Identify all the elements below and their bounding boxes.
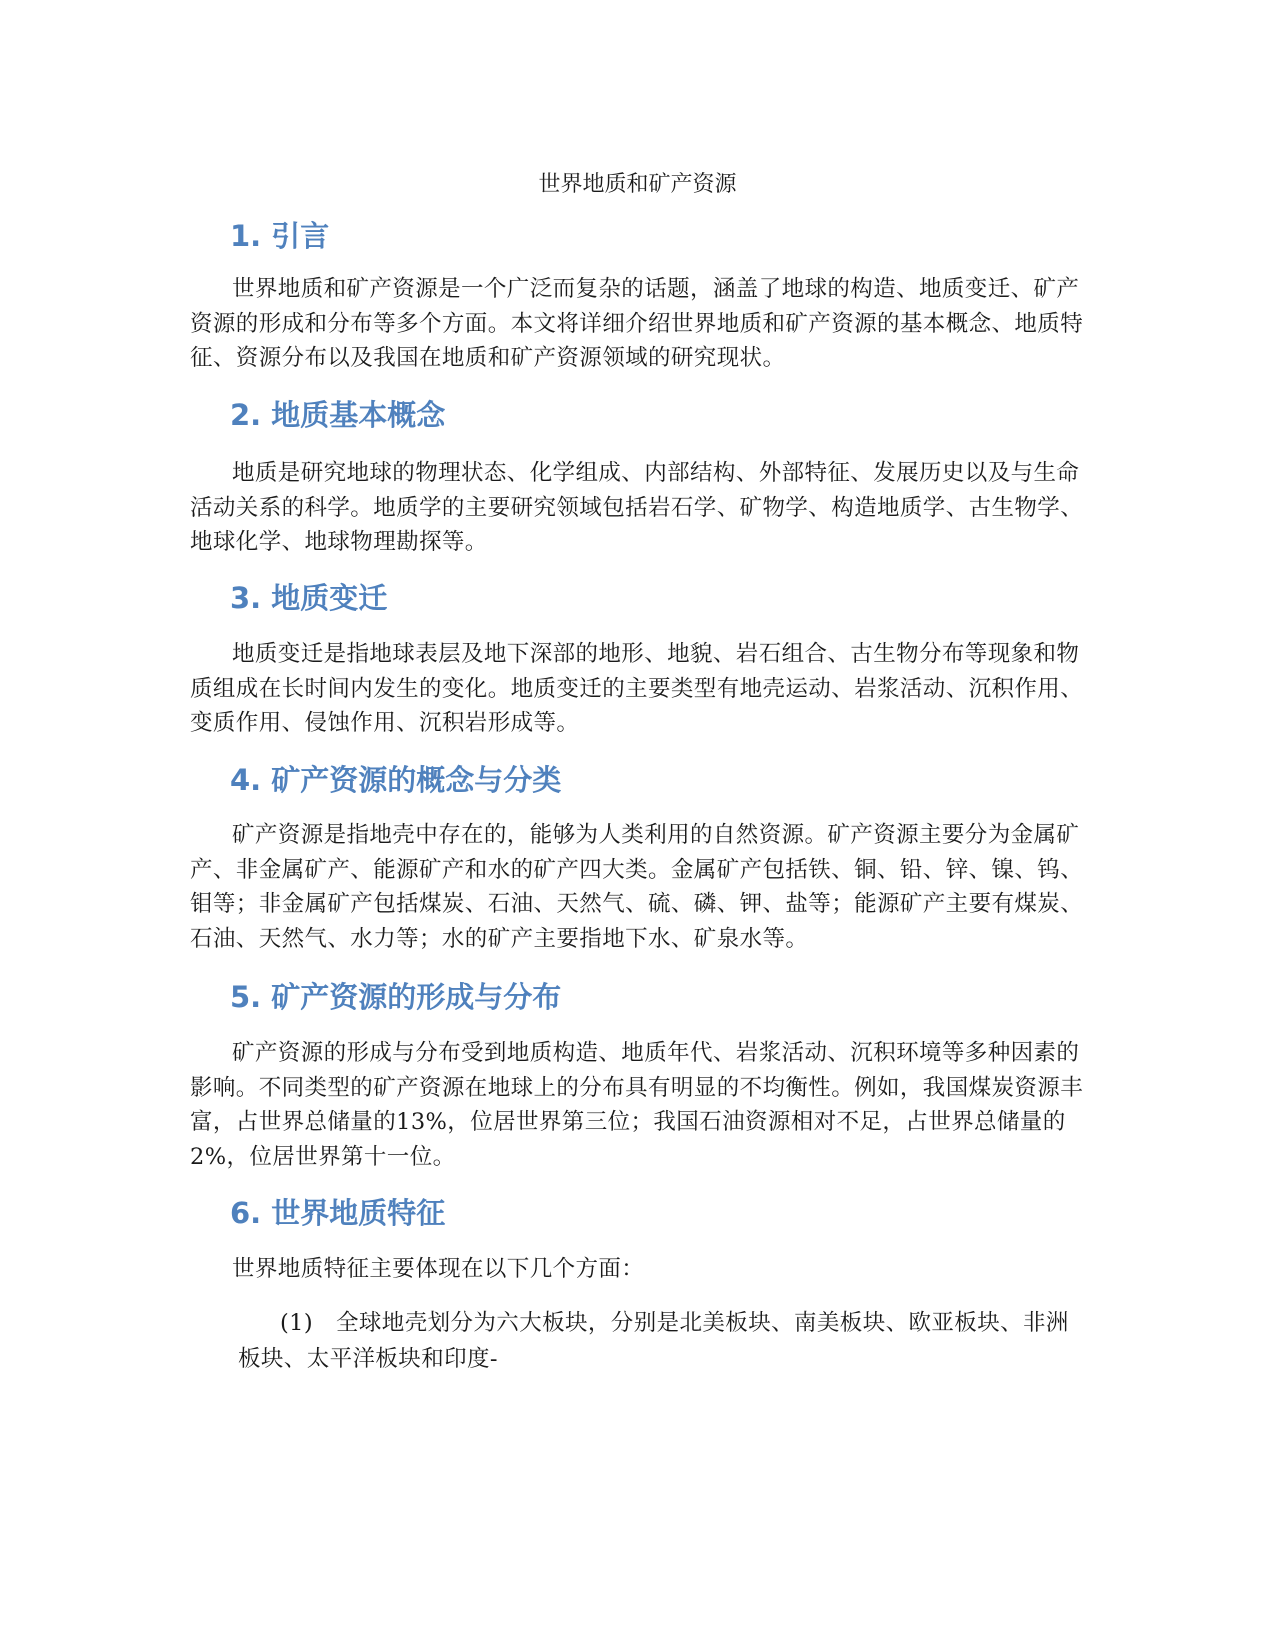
- section-heading-geological-change: 3. 地质变迁: [230, 581, 388, 615]
- section-body-mineral-classification: 矿产资源是指地壳中存在的，能够为人类利用的自然资源。矿产资源主要分为金属矿产、非金属矿产、能源矿产和水的矿产四大类。金属矿产包括铁、铜、铅、锌、镍、钨、钼等；非金属矿产包括煤炭、石油、天然气、硫、磷、钾、盐等；能源矿产主要有煤炭、石油、天然气、水力等；水的矿产主要指地下水、矿泉水等。: [190, 822, 1084, 952]
- section-body-introduction: 世界地质和矿产资源是一个广泛而复杂的话题，涵盖了地球的构造、地质变迁、矿产资源的形成和分布等多个方面。本文将详细介绍世界地质和矿产资源的基本概念、地质特征、资源分布以及我国在地质和矿产资源领域的研究现状。: [190, 276, 1084, 371]
- section-heading-mineral-distribution: 5. 矿产资源的形成与分布: [230, 980, 562, 1014]
- section-heading-world-geology: 6. 世界地质特征: [230, 1196, 446, 1230]
- section-body-mineral-distribution: 矿产资源的形成与分布受到地质构造、地质年代、岩浆活动、沉积环境等多种因素的影响。不同类型的矿产资源在地球上的分布具有明显的不均衡性。例如，我国煤炭资源丰富，占世界总储量的13%，位居世界第三位；我国石油资源相对不足，占世界总储量的2%，位居世界第十一位。: [190, 1040, 1084, 1170]
- section-body-world-geology: 世界地质特征主要体现在以下几个方面：: [232, 1256, 645, 1282]
- section-body-geology-concepts: 地质是研究地球的物理状态、化学组成、内部结构、外部特征、发展历史以及与生命活动关系的科学。地质学的主要研究领域包括岩石学、矿物学、构造地质学、古生物学、地球化学、地球物理勘探等。: [190, 460, 1084, 555]
- section-body-geological-change: 地质变迁是指地球表层及地下深部的地形、地貌、岩石组合、古生物分布等现象和物质组成在长时间内发生的变化。地质变迁的主要类型有地壳运动、岩浆活动、沉积作用、变质作用、侵蚀作用、沉积岩形成等。: [190, 641, 1084, 736]
- section-heading-mineral-classification: 4. 矿产资源的概念与分类: [230, 763, 562, 797]
- list-item-number: (1): [280, 1310, 314, 1336]
- document-title: 世界地质和矿产资源: [538, 172, 737, 197]
- section-heading-geology-concepts: 2. 地质基本概念: [230, 398, 446, 432]
- list-item: [238, 1305, 1090, 1377]
- list-item-text: 全球地壳划分为六大板块，分别是北美板块、南美板块、欧亚板块、非洲板块、太平洋板块和印度-: [238, 1310, 1069, 1372]
- section-heading-introduction: 1. 引言: [230, 219, 330, 253]
